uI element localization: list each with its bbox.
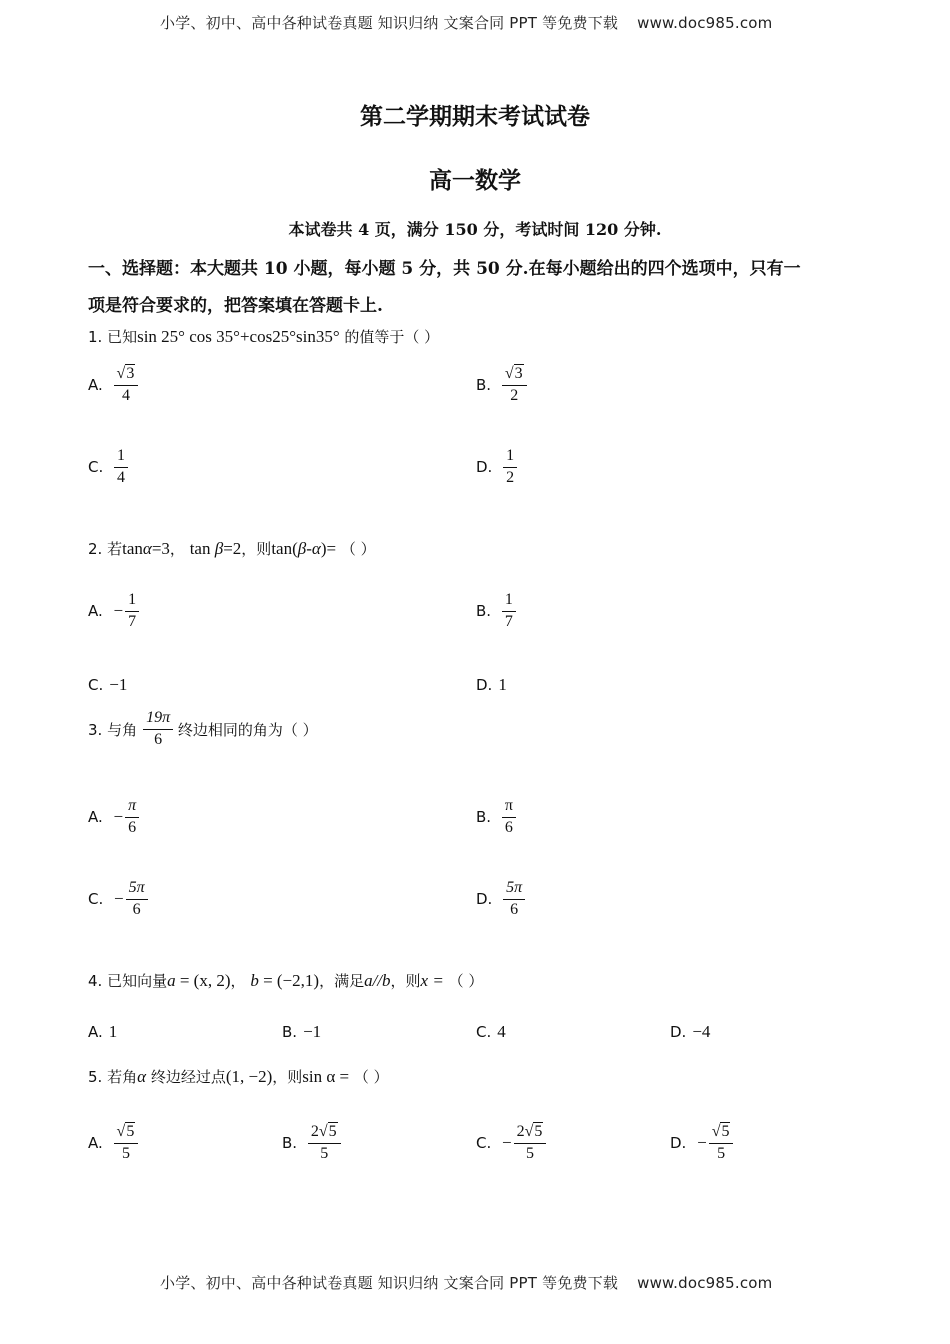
option-label: A. [88,376,103,395]
fraction: $\frac{\pi}{6}$ [502,798,516,837]
q4-option-b[interactable]: B. −1 [282,1022,322,1041]
option-label: C. [88,890,104,909]
option-label: C. [88,458,104,477]
q4-option-c[interactable]: C. 4 [476,1022,506,1041]
q2-option-d[interactable]: D. 1 [476,675,507,694]
q2-suffix: （ ） [340,540,376,558]
option-label: A. [88,602,103,621]
fraction: $\frac{\pi}{6}$ [125,798,139,837]
q5-option-b[interactable] [282,1124,341,1163]
fraction: $\frac{2√5}{5}$ [308,1124,341,1163]
option-label: D. [476,458,493,477]
q5-option-d[interactable]: D. − $\frac{√5}{5}$ [670,1124,733,1163]
fraction: $\frac{19\pi}{6}$ [143,710,173,749]
q4-prefix: 4. 已知向量 [88,972,168,990]
q3-suffix: 终边相同的角为（ ） [177,720,318,739]
option-label: A. [88,1134,103,1153]
header-watermark [160,12,773,33]
q5-option-c[interactable]: C. − $\frac{2√5}{5}$ [476,1124,546,1163]
q2-option-a[interactable]: A. − $\frac{1}{7}$ [88,592,139,631]
q3-prefix: 3. 与角 [88,720,138,739]
question-5: 5. 若角α 终边经过点(1, −2)，则sin α = （ ） [88,1067,389,1086]
q1-option-d[interactable] [476,448,517,487]
question-3 [88,710,318,749]
watermark-url: www.doc985.com [637,14,773,32]
option-label: B. [282,1023,298,1041]
q3-option-a[interactable]: A. − $\frac{\pi}{6}$ [88,798,139,837]
q3-option-b[interactable] [476,798,516,837]
fraction: $\frac{√5}{5}$ [709,1124,734,1163]
q4-suffix: （ ） [448,972,484,990]
fraction: $\frac{√3}{2}$ [502,366,527,405]
watermark-url: www.doc985.com [637,1274,773,1292]
fraction: $\frac{5\pi}{6}$ [126,880,148,919]
q1-option-a[interactable] [88,366,138,405]
section-heading-line1: 一、选择题：本大题共 10 小题，每小题 5 分，共 50 分.在每小题给出的四个选项中，只有一 [88,259,801,279]
exam-subtitle: 高一数学 [429,167,521,194]
option-label: C. [88,676,104,694]
exam-info: 本试卷共 4 页，满分 150 分，考试时间 120 分钟. [288,220,662,239]
fraction: $\frac{2√5}{5}$ [514,1124,547,1163]
q1-prefix: 1. 已知 [88,328,138,346]
question-4: 4. 已知向量a = (x, 2)， b = (−2,1)，满足a//b，则x = （ ） [88,971,484,990]
q1-option-c[interactable] [88,448,128,487]
footer-watermark [160,1272,773,1293]
q5-prefix: 5. 若角 [88,1068,138,1086]
watermark-text: 小学、初中、高中各种试卷真题 知识归纳 文案合同 PPT 等免费下载 [160,14,619,32]
q4-option-a[interactable]: A. 1 [88,1022,118,1041]
q3-option-c[interactable]: C. − $\frac{5\pi}{6}$ [88,880,148,919]
q5-option-a[interactable] [88,1124,138,1163]
q5-suffix: （ ） [353,1068,389,1086]
q1-suffix: 的值等于（ ） [344,328,440,346]
option-label: A. [88,808,103,827]
q1-expression: sin 25° cos 35°+cos25°sin35° [137,327,340,346]
q2-option-b[interactable] [476,592,516,631]
fraction: $\frac{5\pi}{6}$ [503,880,525,919]
option-label: A. [88,1023,103,1041]
option-label: D. [670,1023,687,1041]
fraction: $\frac{1}{7}$ [502,592,516,631]
option-label: D. [476,890,493,909]
option-label: C. [476,1134,492,1153]
option-label: C. [476,1023,492,1041]
fraction: $\frac{√5}{5}$ [114,1124,139,1163]
option-label: B. [282,1134,298,1153]
option-label: B. [476,602,492,621]
option-label: B. [476,808,492,827]
fraction: $\frac{1}{4}$ [114,448,128,487]
fraction: $\frac{1}{2}$ [503,448,517,487]
question-1 [88,326,439,347]
option-label: D. [670,1134,687,1153]
q2-option-c[interactable]: C. −1 [88,675,128,694]
option-label: D. [476,676,493,694]
watermark-text: 小学、初中、高中各种试卷真题 知识归纳 文案合同 PPT 等免费下载 [160,1274,619,1292]
exam-title: 第二学期期末考试试卷 [360,103,590,130]
question-2: 2. 若tanα=3， tan β=2，则tan(β-α)= （ ） [88,539,376,558]
q4-option-d[interactable]: D. −4 [670,1022,711,1041]
q3-option-d[interactable] [476,880,525,919]
fraction: $\frac{√3}{4}$ [114,366,139,405]
q2-prefix: 2. 若 [88,540,123,558]
section-heading-line2: 项是符合要求的，把答案填在答题卡上. [88,296,383,316]
fraction: $\frac{1}{7}$ [125,592,139,631]
option-label: B. [476,376,492,395]
q1-option-b[interactable] [476,366,527,405]
